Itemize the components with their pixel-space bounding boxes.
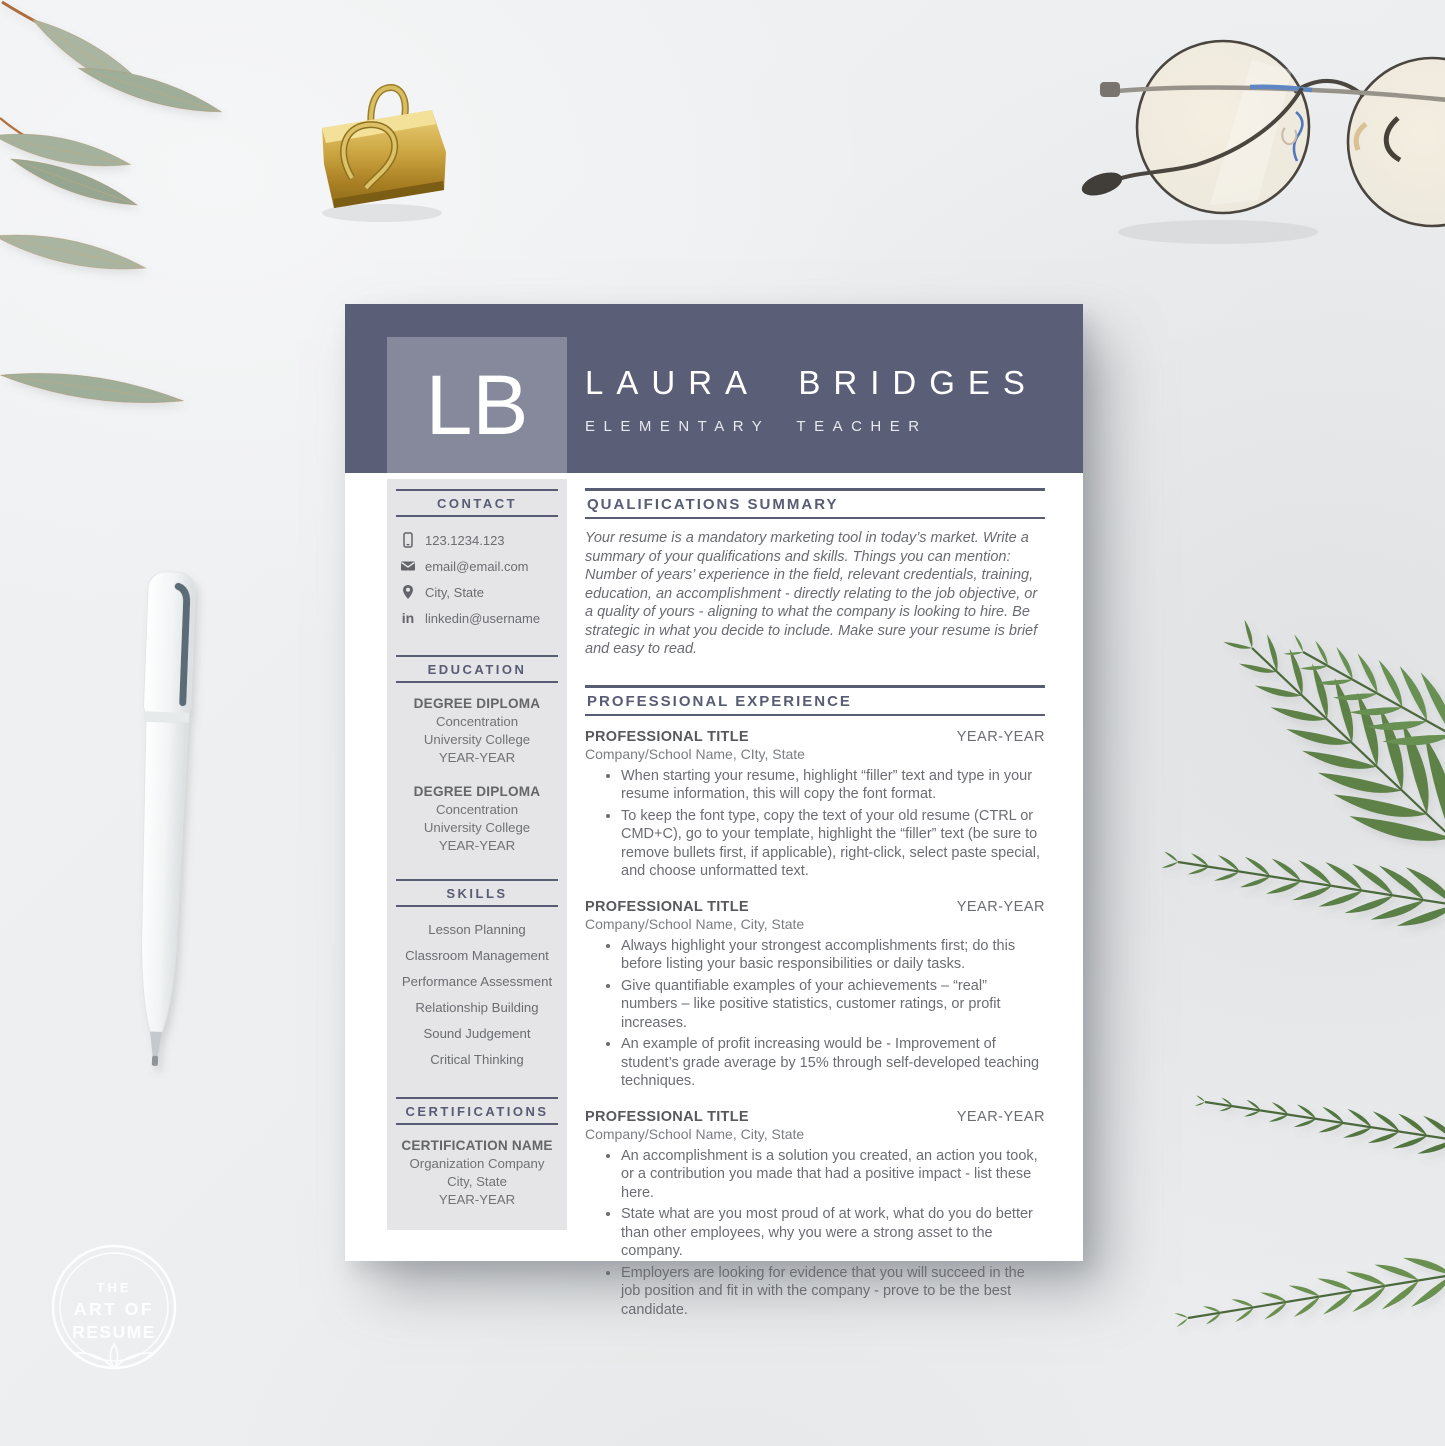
education-entry bbox=[387, 783, 567, 855]
linkedin-icon: in bbox=[401, 610, 415, 626]
contact-email: email@email.com bbox=[425, 558, 529, 574]
entry-title: PROFESSIONAL TITLE bbox=[585, 728, 749, 745]
binder-clip-icon bbox=[322, 88, 446, 222]
school: University College bbox=[423, 820, 531, 835]
entry-company: Company/School Name, City, State bbox=[585, 1125, 805, 1142]
skill-item: Lesson Planning bbox=[428, 922, 526, 937]
entry-head bbox=[585, 729, 1045, 745]
concentration: Concentration bbox=[435, 802, 519, 817]
bullet: • Always highlight your strongest accomplishments first; do this before listing your basic responsibilities or daily tasks. bbox=[621, 937, 1045, 974]
entry-years: YEAR-YEAR bbox=[956, 728, 1045, 745]
skill-item: Relationship Building bbox=[415, 1000, 539, 1015]
lotus-icon bbox=[76, 1344, 152, 1368]
certifications-heading: CERTIFICATIONS bbox=[396, 1097, 558, 1125]
contact-item-location bbox=[387, 579, 567, 605]
education-heading: EDUCATION bbox=[396, 655, 558, 683]
watermark-line1: THE bbox=[96, 1280, 132, 1295]
contact-heading: CONTACT bbox=[396, 489, 558, 517]
watermark-line3: RESUME bbox=[72, 1322, 156, 1342]
contact-item-phone bbox=[387, 527, 567, 553]
summary-text: Your resume is a mandatory marketing tool in today’s market. Write a summary of your qualifications and skills. Things you can mention: Number of years’ experience in the field, relevant credentials, training, education, an accomplishment - directly relating to the job objective, or a quality of yours - aligning to what the company is looking to hire. Be strategic in what you decide to include. Make sure your resume is brief and easy to read. bbox=[585, 530, 1038, 657]
location-icon bbox=[400, 584, 416, 600]
experience-heading: PROFESSIONAL EXPERIENCE bbox=[585, 685, 1045, 716]
certification-location: City, State bbox=[447, 1174, 507, 1189]
watermark-line2: ART OF bbox=[73, 1299, 155, 1319]
entry-title: PROFESSIONAL TITLE bbox=[585, 898, 749, 915]
years: YEAR-YEAR bbox=[438, 838, 516, 853]
certification-years: YEAR-YEAR bbox=[438, 1192, 516, 1207]
entry-years: YEAR-YEAR bbox=[956, 898, 1045, 915]
entry-company: Company/School Name, CIty, State bbox=[585, 745, 805, 762]
header-name-block bbox=[585, 364, 1038, 435]
email-icon bbox=[400, 558, 416, 574]
contact-linkedin: linkedin@username bbox=[425, 610, 541, 626]
resume-page bbox=[345, 304, 1083, 1318]
bullet: • To keep the font type, copy the text of your old resume (CTRL or CMD+C), go to your template, highlight the “filler” text (be sure to remove bullets first, if applicable), right-click, select paste special, and choose unformatted text. bbox=[621, 807, 1045, 881]
entry-title: PROFESSIONAL TITLE bbox=[585, 1108, 749, 1125]
contact-list bbox=[387, 527, 567, 631]
contact-item-email bbox=[387, 553, 567, 579]
skills-list bbox=[387, 917, 567, 1073]
watermark-logo bbox=[53, 1246, 175, 1368]
entry-head bbox=[585, 899, 1045, 915]
person-name: LAURA BRIDGES bbox=[585, 364, 1038, 401]
concentration: Concentration bbox=[435, 714, 519, 729]
eyeglasses-icon bbox=[1079, 41, 1445, 244]
experience-entry bbox=[585, 1109, 1045, 1320]
entry-bullets bbox=[585, 767, 1045, 881]
eucalyptus-branch bbox=[0, 2, 225, 412]
entry-bullets bbox=[585, 1147, 1045, 1320]
degree: DEGREE DIPLOMA bbox=[413, 784, 541, 799]
degree: DEGREE DIPLOMA bbox=[413, 696, 541, 711]
monogram-badge bbox=[387, 337, 567, 473]
entry-years: YEAR-YEAR bbox=[956, 1108, 1045, 1125]
entry-head bbox=[585, 1109, 1045, 1125]
certification-entry bbox=[387, 1137, 567, 1209]
certification-name: CERTIFICATION NAME bbox=[401, 1138, 553, 1153]
skills-heading: SKILLS bbox=[396, 879, 558, 907]
phone-icon bbox=[400, 532, 416, 548]
bullet: • When starting your resume, highlight “filler” text and type in your resume information, this will copy the font format. bbox=[621, 767, 1045, 804]
skill-item: Sound Judgement bbox=[423, 1026, 531, 1041]
monogram-text: LB bbox=[425, 358, 529, 452]
bullet: • An accomplishment is a solution you created, an action you took, or a contribution you made that had a positive impact - list these here. bbox=[621, 1147, 1045, 1203]
experience-entry bbox=[585, 899, 1045, 1091]
certification-org: Organization Company bbox=[409, 1156, 545, 1171]
contact-item-linkedin bbox=[387, 605, 567, 631]
school: University College bbox=[423, 732, 531, 747]
sidebar bbox=[387, 479, 567, 1230]
summary-heading: QUALIFICATIONS SUMMARY bbox=[585, 488, 1045, 519]
entry-bullets bbox=[585, 937, 1045, 1091]
bullet: • Give quantifiable examples of your achievements – “real” numbers – like positive statistics, customer ratings, or profit increases. bbox=[621, 977, 1045, 1033]
main-column bbox=[585, 488, 1045, 1322]
person-job-title: ELEMENTARY TEACHER bbox=[585, 418, 928, 435]
contact-phone: 123.1234.123 bbox=[425, 532, 505, 548]
ballpoint-pen-icon bbox=[130, 571, 196, 1066]
years: YEAR-YEAR bbox=[438, 750, 516, 765]
bullet: • Employers are looking for evidence that you will succeed in the job position and fit in with the company - prove to be the best candidate. bbox=[621, 1264, 1045, 1320]
fern-leaves bbox=[1162, 620, 1445, 1327]
bullet: • State what are you most proud of at work, what do you do better than other employees, why you were a strong asset to the company. bbox=[621, 1205, 1045, 1261]
contact-linkedin-location: City, State bbox=[425, 584, 485, 600]
bullet: • An example of profit increasing would be - Improvement of student’s grade average by 15% through self-developed teaching techniques. bbox=[621, 1035, 1045, 1091]
education-entry bbox=[387, 695, 567, 767]
experience-entry bbox=[585, 729, 1045, 881]
entry-company: Company/School Name, City, State bbox=[585, 915, 805, 932]
skill-item: Performance Assessment bbox=[401, 974, 553, 989]
skill-item: Classroom Management bbox=[405, 948, 549, 963]
skill-item: Critical Thinking bbox=[430, 1052, 524, 1067]
